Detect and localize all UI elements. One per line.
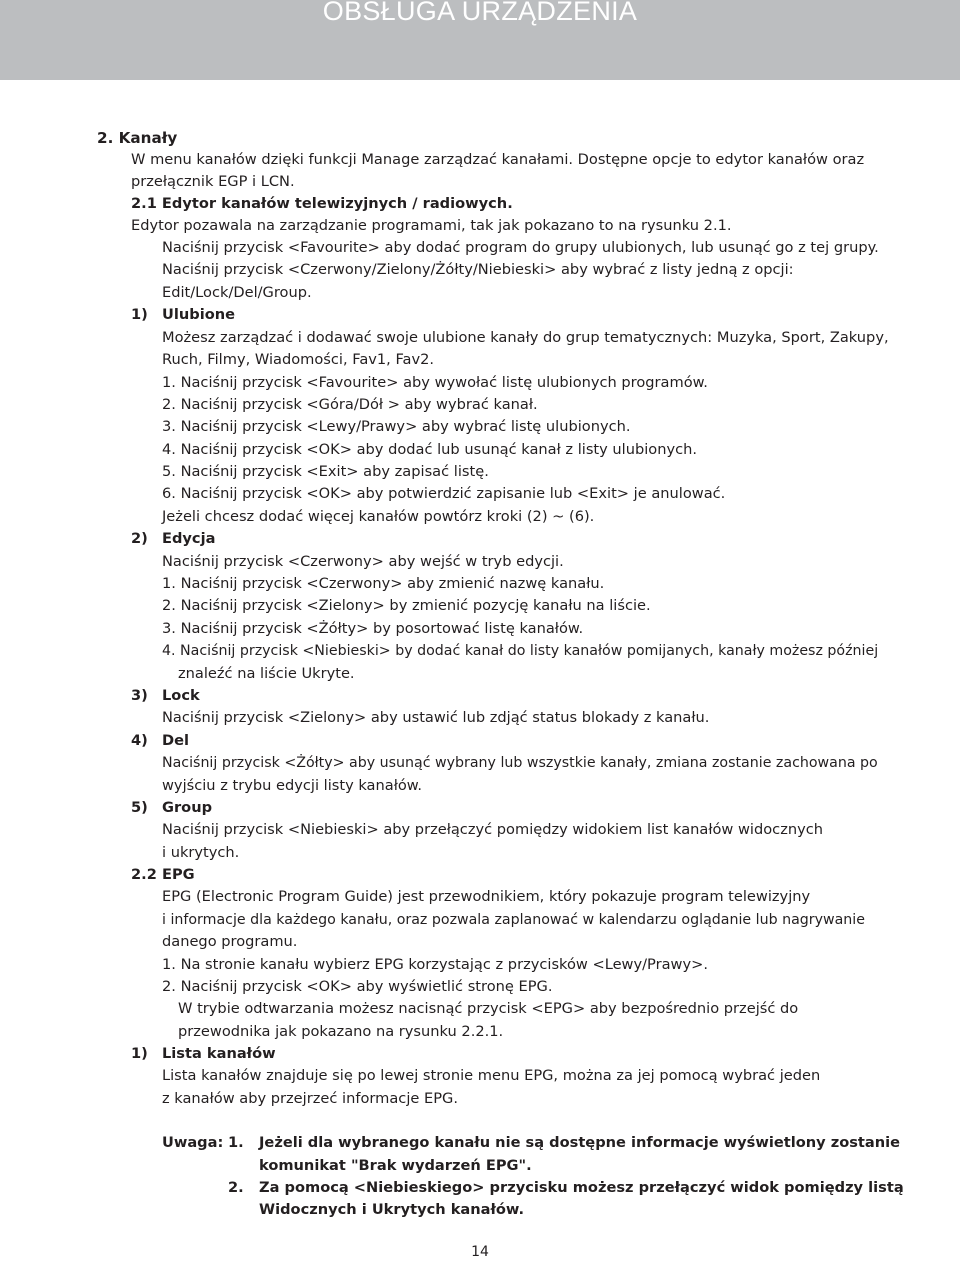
intro-line-1: W menu kanałów dzięki funkcji Manage zarządzać kanałami. Dostępne opcje to edytor kanałów oraz <box>131 151 865 168</box>
favourites-desc-line-2: Ruch, Filmy, Wiadomości, Fav1, Fav2. <box>162 351 435 368</box>
group-desc-line-1: Naciśnij przycisk <Niebieski> aby przełączyć pomiędzy widokiem list kanałów widocznych <box>162 821 824 838</box>
edit-step-4-line-1: 4. Naciśnij przycisk <Niebieski> by dodać kanał do listy kanałów pomijanych, kanały możesz później <box>162 643 879 659</box>
group-desc-line-2: i ukrytych. <box>162 844 240 861</box>
section-heading-channels: 2. Kanały <box>97 129 178 147</box>
intro-line-2: przełącznik EGP i LCN. <box>131 173 295 190</box>
edit-step-2: 2. Naciśnij przycisk <Zielony> by zmienić pozycję kanału na liście. <box>162 597 651 614</box>
item-number-lock: 3) <box>131 687 148 704</box>
epg-step-2-note-line-2: przewodnika jak pokazano na rysunku 2.2.1. <box>178 1023 504 1040</box>
epg-step-2-note-line-1: W trybie odtwarzania możesz nacisnąć przycisk <EPG> aby bezpośrednio przejść do <box>178 1000 799 1017</box>
favourites-step-5: 5. Naciśnij przycisk <Exit> aby zapisać listę. <box>162 463 489 480</box>
edit-step-1: 1. Naciśnij przycisk <Czerwony> aby zmienić nazwę kanału. <box>162 575 605 592</box>
edit-desc-line-1: Naciśnij przycisk <Czerwony> aby wejść w tryb edycji. <box>162 553 564 570</box>
edit-step-4-line-2: znaleźć na liście Ukryte. <box>178 665 355 682</box>
item-title-edit: Edycja <box>162 530 216 547</box>
favourites-repeat-note: Jeżeli chcesz dodać więcej kanałów powtórz kroki (2) ~ (6). <box>162 508 595 525</box>
favourites-step-1: 1. Naciśnij przycisk <Favourite> aby wywołać listę ulubionych programów. <box>162 374 708 391</box>
note-1-number: 1. <box>228 1134 244 1151</box>
edit-step-3: 3. Naciśnij przycisk <Żółty> by posortować listę kanałów. <box>162 620 584 637</box>
section-title-epg: EPG <box>162 866 195 883</box>
item-title-favourites: Ulubione <box>162 306 236 323</box>
epg-desc-line-1: EPG (Electronic Program Guide) jest przewodnikiem, który pokazuje program telewizyjny <box>162 888 811 905</box>
editor-desc-line-4: Edit/Lock/Del/Group. <box>162 284 312 301</box>
channel-list-desc-line-1: Lista kanałów znajduje się po lewej stronie menu EPG, można za jej pomocą wybrać jeden <box>162 1067 821 1084</box>
del-desc-line-2: wyjściu z trybu edycji listy kanałów. <box>162 777 423 794</box>
section-number-epg: 2.2 <box>131 866 157 883</box>
epg-desc-line-3: danego programu. <box>162 933 298 950</box>
item-number-group: 5) <box>131 799 148 816</box>
favourites-desc-line-1: Możesz zarządzać i dodawać swoje ulubione kanały do grup tematycznych: Muzyka, Sport, Zakupy, <box>162 329 889 346</box>
subsection-heading-2-1: 2.1 Edytor kanałów telewizyjnych / radiowych. <box>131 195 513 212</box>
favourites-step-4: 4. Naciśnij przycisk <OK> aby dodać lub usunąć kanał z listy ulubionych. <box>162 441 698 458</box>
page-number: 14 <box>471 1244 489 1260</box>
page-title: OBSŁUGA URZĄDZENIA <box>322 0 638 26</box>
item-title-channel-list: Lista kanałów <box>162 1045 276 1062</box>
note-1-line-1: Jeżeli dla wybranego kanału nie są dostępne informacje wyświetlony zostanie <box>259 1134 901 1151</box>
item-title-del: Del <box>162 732 190 749</box>
item-number-edit: 2) <box>131 530 148 547</box>
item-number-favourites: 1) <box>131 306 148 323</box>
epg-desc-line-2: i informacje dla każdego kanału, oraz pozwala zaplanować w kalendarzu oglądanie lub nagrywanie <box>162 912 865 928</box>
favourites-step-3: 3. Naciśnij przycisk <Lewy/Prawy> aby wybrać listę ulubionych. <box>162 418 631 435</box>
editor-desc-line-3: Naciśnij przycisk <Czerwony/Zielony/Żółty/Niebieski> aby wybrać z listy jedną z opcji: <box>162 261 794 278</box>
favourites-step-2: 2. Naciśnij przycisk <Góra/Dół > aby wybrać kanał. <box>162 396 538 413</box>
item-title-lock: Lock <box>162 687 200 704</box>
del-desc-line-1: Naciśnij przycisk <Żółty> aby usunąć wybrany lub wszystkie kanały, zmiana zostanie zachowana po <box>162 755 878 771</box>
epg-step-1: 1. Na stronie kanału wybierz EPG korzystając z przycisków <Lewy/Prawy>. <box>162 956 708 973</box>
note-2-line-1: Za pomocą <Niebieskiego> przycisku możesz przełączyć widok pomiędzy listą <box>259 1179 904 1196</box>
note-label: Uwaga: <box>162 1134 224 1151</box>
item-title-group: Group <box>162 799 213 816</box>
item-number-del: 4) <box>131 732 148 749</box>
note-2-line-2: Widocznych i Ukrytych kanałów. <box>259 1201 525 1218</box>
editor-desc-line-1: Edytor pozawala na zarządzanie programami, tak jak pokazano to na rysunku 2.1. <box>131 217 732 234</box>
header-band <box>0 0 960 80</box>
lock-desc-line-1: Naciśnij przycisk <Zielony> aby ustawić lub zdjąć status blokady z kanału. <box>162 709 710 726</box>
channel-list-desc-line-2: z kanałów aby przejrzeć informacje EPG. <box>162 1090 458 1107</box>
favourites-step-6: 6. Naciśnij przycisk <OK> aby potwierdzić zapisanie lub <Exit> je anulować. <box>162 485 726 502</box>
editor-desc-line-2: Naciśnij przycisk <Favourite> aby dodać program do grupy ulubionych, lub usunąć go z tej grupy. <box>162 239 879 256</box>
note-1-line-2: komunikat "Brak wydarzeń EPG". <box>259 1157 532 1174</box>
epg-step-2: 2. Naciśnij przycisk <OK> aby wyświetlić stronę EPG. <box>162 978 553 995</box>
item-number-channel-list: 1) <box>131 1045 148 1062</box>
note-2-number: 2. <box>228 1179 244 1196</box>
